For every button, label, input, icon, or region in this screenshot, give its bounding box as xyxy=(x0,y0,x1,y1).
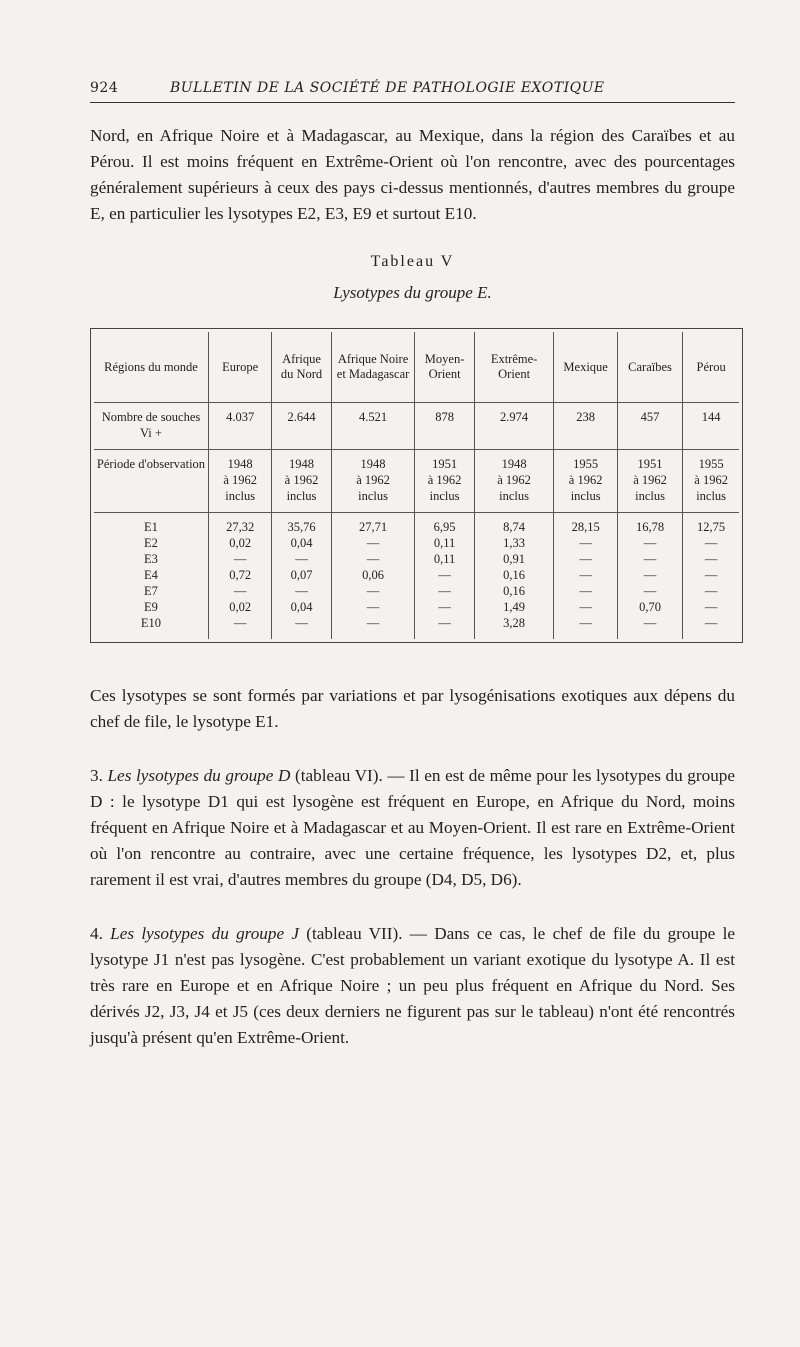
table-cell-line: — xyxy=(438,600,451,614)
table-cell-line: à 1962 xyxy=(223,473,258,487)
table-cell xyxy=(474,403,554,450)
table-cell xyxy=(331,403,415,450)
table-cell xyxy=(474,450,554,513)
table-cell-line: 0,72 xyxy=(229,568,252,582)
table-cell-line: 4.521 xyxy=(358,410,388,424)
row-label xyxy=(94,513,208,640)
table-cell-line: — xyxy=(366,584,380,598)
table-cell-line: 28,15 xyxy=(571,520,600,534)
table-header-row xyxy=(94,332,739,403)
table-cell xyxy=(554,403,617,450)
table-row xyxy=(94,403,739,450)
row-header-cell: Régions du monde xyxy=(94,332,208,403)
table-cell-line: — xyxy=(643,568,657,582)
table-cell-line: — xyxy=(704,600,718,614)
row-label-line: Période d'observation xyxy=(96,457,206,471)
table-cell-line: 1955 xyxy=(573,457,599,471)
table-cell-line: 0,70 xyxy=(639,600,661,614)
table-cell xyxy=(683,513,739,640)
table-cell-line: 0,91 xyxy=(503,552,526,566)
table-cell xyxy=(331,450,415,513)
table-cell xyxy=(617,513,682,640)
table-cell-line: 0,02 xyxy=(229,536,252,550)
table-cell-line: 0,16 xyxy=(503,568,526,582)
table-cell-line: 878 xyxy=(435,410,454,424)
table-cell xyxy=(272,513,331,640)
table-cell-line: — xyxy=(438,584,451,598)
table-cell-line: — xyxy=(704,616,718,630)
table-frame xyxy=(90,328,743,643)
row-label-line: E4 xyxy=(144,568,158,582)
table-cell-line: 1,49 xyxy=(503,600,526,614)
table-cell-line: 0,11 xyxy=(433,552,456,566)
page xyxy=(90,80,735,1051)
table-cell-line: à 1962 xyxy=(497,473,531,487)
table-cell-line: 27,32 xyxy=(226,520,255,534)
table-cell xyxy=(554,450,617,513)
row-label-line: E7 xyxy=(144,584,158,598)
table-cell-line: — xyxy=(295,616,308,630)
table-cell xyxy=(415,513,474,640)
table-cell-line: — xyxy=(579,536,592,550)
table-cell-line: inclus xyxy=(696,489,727,503)
table-cell-line: — xyxy=(579,616,592,630)
table-cell-line: 1948 xyxy=(289,457,314,471)
table-cell xyxy=(208,450,271,513)
table-cell-line: 2.644 xyxy=(287,410,316,424)
table-cell-line: — xyxy=(366,616,380,630)
table-cell-line: — xyxy=(704,568,718,582)
table-cell-line: inclus xyxy=(358,489,388,503)
table-cell xyxy=(683,403,739,450)
table-cell-line: inclus xyxy=(635,489,665,503)
table-cell-line: — xyxy=(233,584,247,598)
section-3-number: 3. xyxy=(90,766,103,785)
table-cell-line: — xyxy=(233,616,247,630)
table-cell-line: 0,06 xyxy=(362,568,384,582)
table-cell xyxy=(554,513,617,640)
table-subtitle: Lysotypes du groupe E. xyxy=(333,283,492,302)
table-cell-line: — xyxy=(295,584,308,598)
table-cell-line: 1951 xyxy=(637,457,663,471)
table-cell xyxy=(415,450,474,513)
table-cell-line: — xyxy=(438,616,451,630)
row-label-line: E10 xyxy=(140,616,162,630)
journal-title: BULLETIN DE LA SOCIÉTÉ DE PATHOLOGIE EXOTIQUE xyxy=(170,80,605,96)
table-title: Tableau V xyxy=(370,253,455,270)
table-cell-line: 0,16 xyxy=(503,584,526,598)
table-cell-line: 457 xyxy=(640,410,660,424)
table-cell-line: inclus xyxy=(499,489,530,503)
table-cell-line: 144 xyxy=(701,410,721,424)
section-4-paragraph xyxy=(90,921,735,1051)
table-cell xyxy=(331,513,415,640)
column-header: Moyen-Orient xyxy=(415,332,474,403)
table-cell-line: 1,33 xyxy=(503,536,526,550)
table-cell-line: à 1962 xyxy=(356,473,390,487)
section-4-text: (tableau VII). — Dans ce cas, le chef de file du groupe le lysotype J1 n'est pas lysogène. C'est probablement un variant exotique du lysotype A. Il est très rare en Europe et en Afrique Noire ; un peu plus fréquent en Afrique du Nord. Ses dérivés J2, J3, J4 et J5 (ces deux derniers ne figurent pas sur le tableau) n'ont été rencontrés jusqu'à présent qu'en Extrême-Orient. xyxy=(90,924,735,1047)
page-number: 924 xyxy=(90,80,119,96)
table-cell-line: à 1962 xyxy=(694,473,728,487)
section-3-text: (tableau VI). — Il en est de même pour les lysotypes du groupe D : le lysotype D1 qui est lysogène est fréquent en Europe, en Afrique du Nord, moins fréquent en Afrique Noire et à Madagascar et au Moyen-Orient. Il est rare en Extrême-Orient où l'on rencontre au contraire, avec une certaine fréquence, les lysotypes D2, et, plus rarement il est vrai, d'autres membres du groupe (D4, D5, D6). xyxy=(90,766,736,889)
column-header: Pérou xyxy=(683,332,739,403)
table-cell-line: — xyxy=(579,552,592,566)
section-4-heading: Les lysotypes du groupe J xyxy=(110,924,300,943)
table-cell-line: — xyxy=(295,552,308,566)
table-cell xyxy=(617,450,682,513)
section-3-paragraph xyxy=(90,763,735,893)
column-header: Caraïbes xyxy=(617,332,682,403)
row-label-line: E9 xyxy=(144,600,158,614)
table-cell-line: 0,04 xyxy=(290,536,313,550)
section-4-number: 4. xyxy=(90,924,103,943)
paragraph-after-table: Ces lysotypes se sont formés par variations et par lysogénisations exotiques aux dépens du chef de file, le lysotype E1. xyxy=(90,686,735,731)
table-cell-line: 0,11 xyxy=(433,536,456,550)
table-cell-line: — xyxy=(579,600,592,614)
table-cell xyxy=(272,450,331,513)
table-cell-line: 1951 xyxy=(432,457,458,471)
table-cell-line: — xyxy=(704,552,718,566)
row-label xyxy=(94,450,208,513)
row-label-line: E2 xyxy=(144,536,158,550)
table-cell-line: 27,71 xyxy=(358,520,388,534)
table-cell-line: — xyxy=(366,552,380,566)
table-cell-line: — xyxy=(579,584,592,598)
row-label xyxy=(94,403,208,450)
intro-paragraph: Nord, en Afrique Noire et à Madagascar, au Mexique, dans la région des Caraïbes et au Pérou. Il est moins fréquent en Extrême-Orient où l'on rencontre, avec des pourcentages généralement supérieurs à ceux des pays ci-dessus mentionnés, d'autres membres du groupe E, en particulier les lysotypes E2, E3, E9 et surtout E10. xyxy=(90,126,735,223)
table-cell-line: 6,95 xyxy=(433,520,456,534)
table-cell-line: inclus xyxy=(286,489,317,503)
row-label-line: Nombre de souches Vi + xyxy=(101,410,201,440)
table-cell-line: 3,28 xyxy=(503,616,526,630)
table-cell xyxy=(208,513,271,640)
table-cell-line: — xyxy=(643,552,657,566)
lysotypes-table xyxy=(94,332,739,639)
table-row xyxy=(94,513,739,640)
table-cell-line: 1948 xyxy=(501,457,527,471)
table-cell-line: — xyxy=(704,536,718,550)
table-cell-line: — xyxy=(438,568,451,582)
table-cell-line: — xyxy=(704,584,718,598)
table-cell-line: 4.037 xyxy=(226,410,255,424)
table-cell-line: 0,02 xyxy=(229,600,252,614)
table-cell-line: à 1962 xyxy=(633,473,667,487)
table-cell-line: — xyxy=(366,536,380,550)
table-cell-line: 8,74 xyxy=(503,520,526,534)
table-cell-line: à 1962 xyxy=(284,473,319,487)
table-cell-line: à 1962 xyxy=(427,473,462,487)
table-cell xyxy=(272,403,331,450)
table-cell-line: inclus xyxy=(225,489,256,503)
table-cell-line: à 1962 xyxy=(568,473,603,487)
section-3-heading: Les lysotypes du groupe D xyxy=(107,766,291,785)
table-cell xyxy=(474,513,554,640)
table-cell-line: — xyxy=(643,584,657,598)
running-header xyxy=(90,80,735,103)
table-cell xyxy=(617,403,682,450)
table-cell xyxy=(208,403,271,450)
table-cell-line: 238 xyxy=(576,410,596,424)
table-cell-line: inclus xyxy=(570,489,601,503)
table-cell-line: 0,04 xyxy=(290,600,313,614)
table-cell-line: 35,76 xyxy=(287,520,316,534)
table-cell xyxy=(683,450,739,513)
table-row xyxy=(94,450,739,513)
column-header: Afrique du Nord xyxy=(272,332,331,403)
row-label-line: E3 xyxy=(144,552,158,566)
table-cell-line: 16,78 xyxy=(635,520,665,534)
row-label-line: E1 xyxy=(144,520,158,534)
table-body xyxy=(94,403,739,640)
table-cell-line: 0,07 xyxy=(290,568,313,582)
table-cell-line: — xyxy=(579,568,592,582)
column-header: Mexique xyxy=(554,332,617,403)
table-cell-line: inclus xyxy=(429,489,460,503)
column-header: Europe xyxy=(208,332,271,403)
table-cell-line: 1948 xyxy=(227,457,253,471)
column-header: Extrême-Orient xyxy=(474,332,554,403)
column-header: Afrique Noire et Madagascar xyxy=(331,332,415,403)
table-cell-line: — xyxy=(233,552,247,566)
table-cell-line: 12,75 xyxy=(697,520,726,534)
table-cell-line: 1955 xyxy=(698,457,724,471)
table-cell-line: — xyxy=(366,600,380,614)
table-cell xyxy=(415,403,474,450)
table-cell-line: 1948 xyxy=(360,457,386,471)
table-cell-line: — xyxy=(643,616,657,630)
table-cell-line: — xyxy=(643,536,657,550)
table-cell-line: 2.974 xyxy=(500,410,529,424)
